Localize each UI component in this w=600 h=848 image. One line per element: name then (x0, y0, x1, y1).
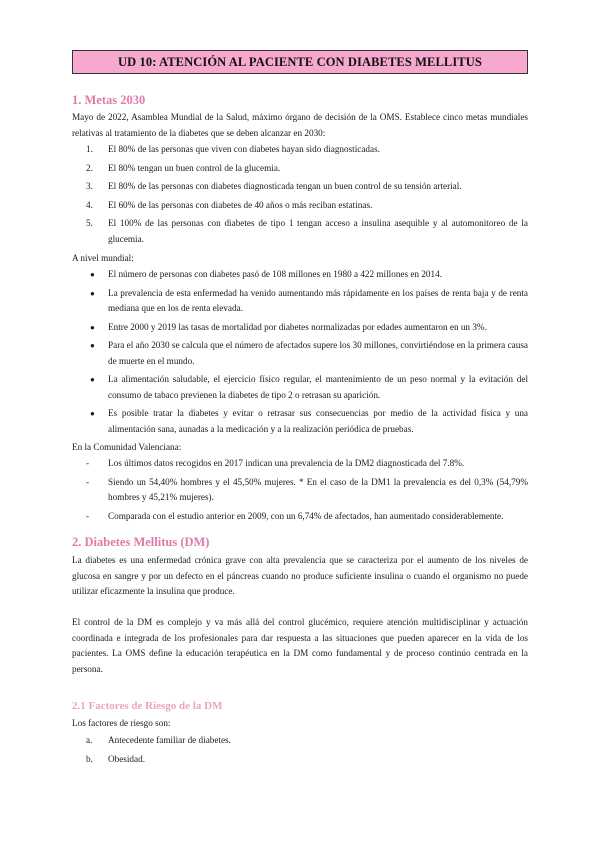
dash-marker: - (86, 458, 90, 468)
cv-list (72, 456, 528, 527)
list-item-text: El 100% de las personas con diabetes de tipo 1 tengan acceso a insulina asequible y al automonitoreo de la glucemia. (108, 218, 528, 244)
world-label: A nivel mundial: (72, 253, 134, 263)
bullet-icon: ● (90, 322, 95, 332)
dash-marker: - (86, 476, 90, 487)
list-item-text: Para el año 2030 se calcula que el número de afectados supere los 30 millones, convirtiéndose en la primera causa de muerte en el mundo. (108, 340, 528, 366)
list-item-text: El número de personas con diabetes pasó de 108 millones en 1980 a 422 millones en 2014. (108, 269, 442, 279)
list-marker: b. (86, 753, 93, 764)
cv-label: En la Comunidad Valenciana: (72, 442, 182, 452)
section2-heading: 2. Diabetes Mellitus (DM) (72, 535, 210, 549)
section2-para1: La diabetes es una enfermedad crónica grave con alta prevalencia que se caracteriza por el aumento de los niveles de glucosa en sangre y por un defecto en el páncreas cuando no produce suficiente insulina o cuando el organismo no puede utilizar eficazmente la insulina que produce. (72, 555, 528, 596)
section1-heading: 1. Metas 2030 (72, 93, 146, 107)
list-item (72, 733, 528, 749)
list-item (72, 475, 528, 506)
list-item (72, 216, 528, 247)
list-item (72, 509, 528, 525)
bullet-icon: ● (90, 270, 95, 279)
goals-list (72, 142, 528, 250)
section2-1-heading: 2.1 Factores de Riesgo de la DM (72, 700, 223, 712)
list-item-text: Entre 2000 y 2019 las tasas de mortalidad por diabetes normalizadas por edades aumentaron en un 3%. (108, 321, 487, 332)
document-title: UD 10: ATENCIÓN AL PACIENTE CON DIABETES MELLITUS (118, 54, 482, 69)
list-item (72, 286, 528, 317)
section1-intro: Mayo de 2022, Asamblea Mundial de la Salud, máximo órgano de decisión de la OMS. Establece cinco metas mundiales relativas al tratamiento de la diabetes que se deben alcanzar en 2030: (72, 112, 528, 138)
list-item-text: La prevalencia de esta enfermedad ha venido aumentando más rápidamente en los países de renta baja y de renta mediana que en los de renta elevada. (108, 287, 528, 313)
risk-label: Los factores de riesgo son: (72, 718, 171, 728)
bullet-icon: ● (90, 409, 95, 418)
list-item-text: Comparada con el estudio anterior en 2009, con un 6,74% de afectados, han aumentado considerablemente. (108, 510, 504, 521)
document-title-box (72, 50, 528, 74)
list-item (72, 372, 528, 403)
list-marker: 2. (86, 162, 93, 173)
list-item-text: El 80% tengan un buen control de la glucemia. (108, 162, 281, 173)
list-item (72, 338, 528, 369)
dash-marker: - (86, 510, 90, 521)
list-item (72, 161, 528, 177)
list-item (72, 320, 528, 336)
list-marker: 4. (86, 199, 93, 210)
list-item (72, 179, 528, 195)
list-marker: 1. (86, 144, 93, 154)
list-item (72, 142, 528, 158)
risk-list (72, 733, 528, 770)
list-item-text: Obesidad. (108, 753, 145, 764)
list-item-text: Antecedente familiar de diabetes. (108, 735, 231, 745)
bullet-icon: ● (90, 341, 95, 350)
list-item-text: La alimentación saludable, el ejercicio físico regular, el mantenimiento de un peso normal y la evitación del consumo de tabaco previenen la diabetes de tipo 2 o retrasan su aparición. (108, 374, 528, 400)
list-marker: 3. (86, 181, 93, 191)
list-item-text: El 80% de las personas que viven con diabetes hayan sido diagnosticadas. (108, 144, 380, 154)
list-item (72, 267, 528, 283)
list-item-text: Los últimos datos recogidos en 2017 indican una prevalencia de la DM2 diagnosticada del 7.8%. (108, 458, 465, 468)
list-item (72, 198, 528, 214)
world-list (72, 267, 528, 440)
list-item-text: Siendo un 54,40% hombres y el 45,50% mujeres. * En el caso de la DM1 la prevalencia es del 0,3% (54,79% hombres y 45,21% mujeres). (108, 476, 528, 502)
list-marker: a. (86, 735, 93, 745)
bullet-icon: ● (90, 375, 95, 384)
bullet-icon: ● (90, 288, 95, 298)
list-item-text: El 60% de las personas con diabetes de 40 años o más reciban estatinas. (108, 199, 373, 210)
list-marker: 5. (86, 218, 93, 228)
list-item-text: El 80% de las personas con diabetes diagnosticada tengan un buen control de su tensión arterial. (108, 181, 462, 191)
list-item (72, 406, 528, 437)
list-item (72, 752, 528, 768)
list-item-text: Es posible tratar la diabetes y evitar o retrasar sus consecuencias por medio de la actividad física y una alimentación sana, aunadas a la medicación y a la realización periódica de pruebas. (108, 408, 528, 434)
section2-para2: El control de la DM es complejo y va más allá del control glucémico, requiere atención multidisciplinar y actuación coordinada e integrada de los profesionales para dar respuesta a las situaciones que pueden aparecer en la vida de los pacientes. La OMS define la educación terapéutica en la DM como fundamental y de proceso continúo centrada en la persona. (72, 617, 528, 674)
list-item (72, 456, 528, 472)
